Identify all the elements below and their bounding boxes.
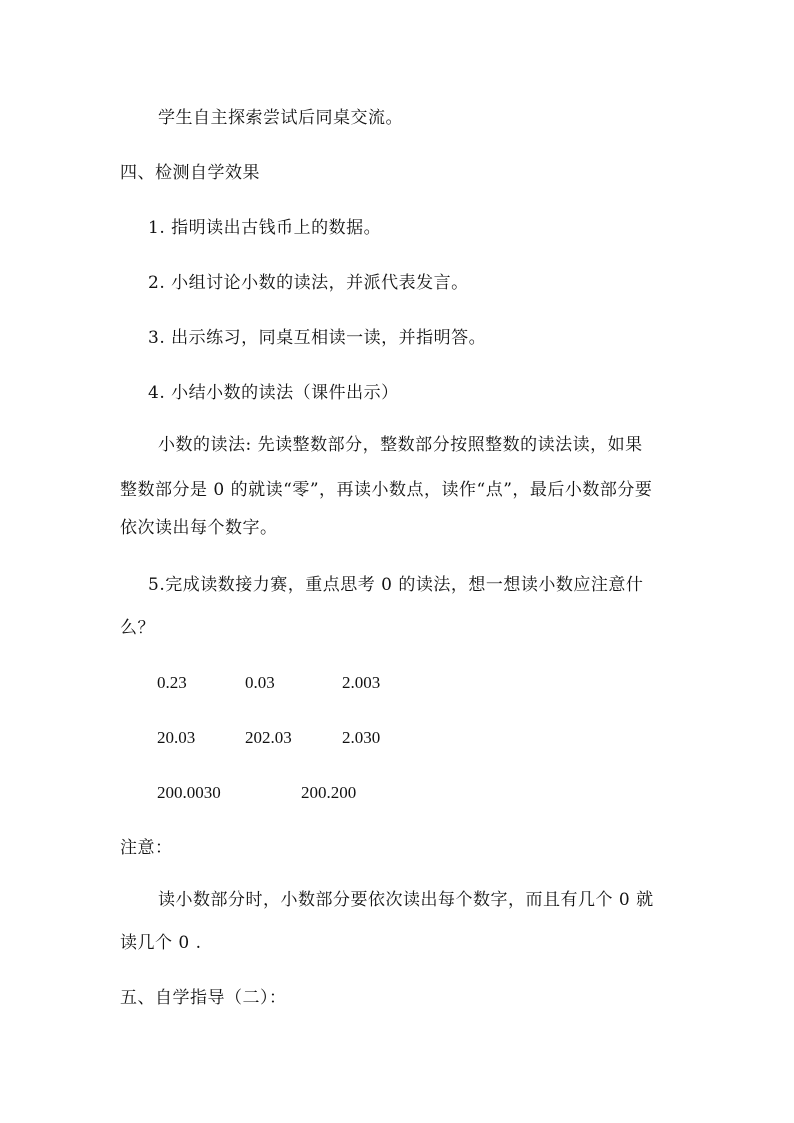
number-value: 200.0030 (157, 783, 221, 802)
number-value: 2.030 (342, 728, 381, 747)
rule-paragraph-line-3: 依次读出每个数字。 (120, 518, 278, 538)
number-value: 202.03 (245, 728, 292, 747)
number-value: 200.200 (301, 783, 357, 802)
item5-line-2: 么？ (120, 618, 155, 638)
number-value: 2.003 (342, 673, 381, 692)
rule-paragraph-line-2: 整数部分是 0 的就读“零”，再读小数点，读作“点”，最后小数部分要 (120, 480, 653, 500)
item5-line-1: 5.完成读数接力赛，重点思考 0 的读法，想一想读小数应注意什 (148, 575, 644, 595)
rule-paragraph-line-1: 小数的读法: 先读整数部分，整数部分按照整数的读法读，如果 (158, 435, 643, 455)
list-item-2: 2. 小组讨论小数的读法，并派代表发言。 (148, 273, 469, 293)
section5-heading: 五、自学指导（二）： (120, 988, 287, 1008)
intro-line: 学生自主探索尝试后同桌交流。 (158, 108, 403, 128)
note-paragraph-line-2: 读几个 0 . (120, 933, 202, 953)
section4-heading: 四、检测自学效果 (120, 163, 260, 183)
note-paragraph-line-1: 读小数部分时，小数部分要依次读出每个数字，而且有几个 0 就 (158, 890, 654, 910)
number-value: 20.03 (157, 728, 196, 747)
note-label: 注意： (120, 838, 173, 858)
number-value: 0.03 (245, 673, 275, 692)
list-item-3: 3. 出示练习，同桌互相读一读，并指明答。 (148, 328, 487, 348)
list-item-1: 1. 指明读出古钱币上的数据。 (148, 218, 382, 238)
list-item-4: 4. 小结小数的读法（课件出示） (148, 383, 399, 403)
number-value: 0.23 (157, 673, 187, 692)
